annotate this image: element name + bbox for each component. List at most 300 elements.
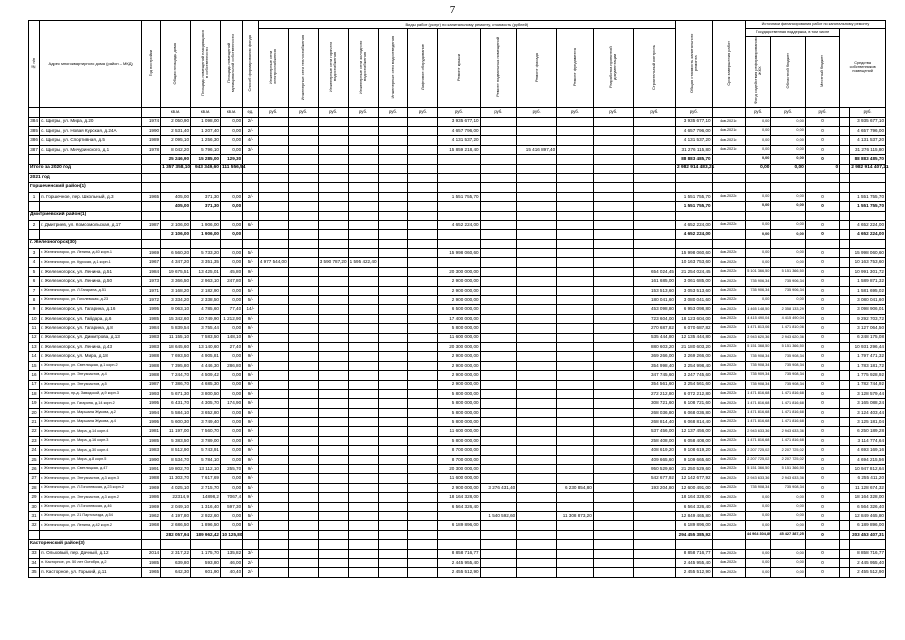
roof-cost: 8 700 000,00	[438, 455, 480, 464]
separator	[840, 549, 850, 558]
regional-budget: 0,00	[771, 155, 805, 164]
cold-water-cost	[348, 117, 378, 126]
fund-method: 2/-	[243, 117, 259, 126]
section-row	[29, 540, 886, 549]
build-year	[142, 202, 161, 211]
separator	[840, 521, 850, 530]
electric-cost	[258, 173, 288, 182]
hot-water-cost	[318, 436, 348, 445]
heat-cost	[288, 220, 318, 229]
hot-water-cost: 3 590 787,20	[318, 258, 348, 267]
lift-cost	[408, 117, 438, 126]
facade-cost	[517, 521, 557, 530]
build-year	[142, 239, 161, 248]
municipal-budget	[805, 173, 839, 182]
facade-cost	[517, 502, 557, 511]
cold-water-cost	[348, 145, 378, 154]
federal-fund: 1 471 816,68	[745, 418, 771, 427]
municipal-budget: 0	[805, 296, 839, 305]
foundation-cost	[557, 183, 594, 192]
electric-cost	[258, 399, 288, 408]
total-cost: 12 849 465,80	[675, 512, 712, 521]
facade-cost	[517, 446, 557, 455]
total-cost	[675, 239, 712, 248]
federal-fund: 5 151 366,50	[745, 465, 771, 474]
docs-cost	[593, 418, 633, 427]
house-address: г. Железногорск, ул. Энтузиастов, д.3 корп.2	[40, 493, 142, 502]
roof-cost: 5 800 000,00	[438, 418, 480, 427]
lift-cost	[408, 436, 438, 445]
heat-cost	[288, 558, 318, 567]
total-area: 2 531,40	[161, 126, 191, 135]
owned-area: 1 207,40	[191, 126, 221, 135]
separator	[840, 568, 850, 577]
owners-funds: 11 128 674,32	[850, 483, 886, 492]
control-cost: 354 998,40	[633, 361, 675, 370]
owners-funds: 6 248 175,08	[850, 333, 886, 342]
lift-cost	[408, 324, 438, 333]
owned-area: 3 800,50	[191, 389, 221, 398]
foundation-cost	[557, 192, 594, 201]
house-address: г. Дмитриев, ул. Комсомольская, д.17	[40, 220, 142, 229]
house-address: г. Железногорск, ул. Ленина, д.43	[40, 342, 142, 351]
municipal-area: 111 556,54	[220, 164, 242, 173]
municipal-budget: 0	[805, 568, 839, 577]
electric-cost	[258, 333, 288, 342]
fund-method: 3/-	[243, 549, 259, 558]
lift-cost	[408, 493, 438, 502]
basement-cost	[480, 136, 517, 145]
municipal-area	[220, 183, 242, 192]
municipal-area	[220, 540, 242, 549]
owners-funds: 1 551 755,70	[850, 192, 886, 201]
control-cost: 153 513,60	[633, 286, 675, 295]
hot-water-cost	[318, 155, 348, 164]
house-address: п. Ольховый, пер. Дачный, д.12	[40, 549, 142, 558]
gov-support-header: Государственная поддержка, в том числе	[745, 29, 839, 37]
fund-method: 5/-	[243, 512, 259, 521]
regional-budget: 0,00	[771, 249, 805, 258]
foundation-cost	[557, 333, 594, 342]
separator	[840, 164, 850, 173]
cold-water-cost	[348, 173, 378, 182]
federal-fund: 2 943 620,36	[745, 333, 771, 342]
lift-cost	[408, 465, 438, 474]
facade-cost	[517, 465, 557, 474]
fund-method: 5/-	[243, 286, 259, 295]
federal-fund: 0,00	[745, 502, 771, 511]
fund-method: 2/-	[243, 126, 259, 135]
build-year: 1987	[142, 380, 161, 389]
heat-cost	[288, 427, 318, 436]
lift-cost	[408, 342, 438, 351]
owned-area: 2 338,50	[191, 296, 221, 305]
regional-budget: 5 151 366,50	[771, 465, 805, 474]
hot-water-cost	[318, 352, 348, 361]
regional-budget: 2 358 133,29	[771, 305, 805, 314]
basement-cost	[480, 427, 517, 436]
owned-area: 5 733,20	[191, 249, 221, 258]
foundation-cost	[557, 389, 594, 398]
heat-cost	[288, 192, 318, 201]
electric-cost	[258, 408, 288, 417]
cold-water-cost	[348, 512, 378, 521]
total-cost: 9 108 619,20	[675, 446, 712, 455]
municipal-budget: 0	[805, 549, 839, 558]
table-row	[29, 136, 886, 145]
row-number: 25	[29, 455, 40, 464]
federal-fund: 0,00	[745, 192, 771, 201]
row-number: 19	[29, 399, 40, 408]
total-area: 1 357 358,10	[161, 164, 191, 173]
completion-date: 4кв.2022г.	[712, 267, 745, 276]
facade-cost	[517, 399, 557, 408]
row-number: 17	[29, 380, 40, 389]
facade-cost	[517, 352, 557, 361]
row-number	[29, 230, 40, 239]
lift-cost	[408, 427, 438, 436]
total-cost: 3 269 266,00	[675, 352, 712, 361]
control-cost	[633, 493, 675, 502]
completion-date: 4кв.2022г.	[712, 493, 745, 502]
municipal-budget: 0	[805, 502, 839, 511]
sewer-cost	[378, 521, 408, 530]
row-number: 20	[29, 408, 40, 417]
municipal-area: 0,00	[220, 192, 242, 201]
federal-fund	[745, 183, 771, 192]
municipal-budget: 0	[805, 286, 839, 295]
foundation-cost	[557, 530, 594, 539]
row-number: 23	[29, 436, 40, 445]
fund-method: 9/-	[243, 446, 259, 455]
foundation-cost	[557, 296, 594, 305]
heat-cost	[288, 277, 318, 286]
electric-cost	[258, 202, 288, 211]
total-area: 19 802,70	[161, 465, 191, 474]
separator	[840, 493, 850, 502]
heat-cost	[288, 530, 318, 539]
docs-cost	[593, 324, 633, 333]
house-address: г. Железногорск, ул. Мира, д.16 корп.3	[40, 436, 142, 445]
row-number: 26	[29, 465, 40, 474]
total-cost: 6 953 098,80	[675, 305, 712, 314]
owned-area: 1 256,30	[191, 136, 221, 145]
col-header-year: Год постройки	[142, 21, 161, 108]
sewer-cost	[378, 117, 408, 126]
total-area: 639,80	[161, 558, 191, 567]
basement-cost	[480, 126, 517, 135]
electric-cost	[258, 136, 288, 145]
heat-cost	[288, 155, 318, 164]
separator	[840, 502, 850, 511]
control-cost	[633, 155, 675, 164]
lift-cost	[408, 549, 438, 558]
subtotal-row	[29, 230, 886, 239]
foundation-cost	[557, 230, 594, 239]
owners-funds: 15 998 060,60	[850, 249, 886, 258]
section-row	[29, 173, 886, 182]
sewer-cost	[378, 296, 408, 305]
foundation-cost	[557, 521, 594, 530]
hot-water-cost	[318, 314, 348, 323]
facade-cost	[517, 314, 557, 323]
row-number: 29	[29, 493, 40, 502]
basement-cost	[480, 371, 517, 380]
house-address: г. Железногорск, ул. Гагарина, д.8	[40, 324, 142, 333]
facade-cost	[517, 380, 557, 389]
hot-water-cost	[318, 427, 348, 436]
sewer-cost	[378, 465, 408, 474]
table-row	[29, 324, 886, 333]
lift-cost	[408, 249, 438, 258]
owned-area: 4 509,42	[191, 371, 221, 380]
basement-cost	[480, 436, 517, 445]
docs-cost	[593, 436, 633, 445]
col-header-basement: Ремонт подвальных помещений	[480, 29, 517, 108]
separator	[840, 192, 850, 201]
docs-cost	[593, 455, 633, 464]
row-number	[29, 530, 40, 539]
regional-budget: 0,00	[771, 512, 805, 521]
fund-method	[243, 530, 259, 539]
completion-date	[712, 230, 745, 239]
control-cost: 268 036,80	[633, 408, 675, 417]
separator	[840, 446, 850, 455]
build-year: 1994	[142, 408, 161, 417]
separator	[840, 239, 850, 248]
facade-cost	[517, 549, 557, 558]
house-address: г. Железногорск, ул. Маршала Жукова, д.2	[40, 408, 142, 417]
owners-funds: 4 652 224,00	[850, 230, 886, 239]
foundation-cost	[557, 258, 594, 267]
owned-area: 5 796,10	[191, 145, 221, 154]
control-cost: 347 745,60	[633, 371, 675, 380]
heat-cost	[288, 474, 318, 483]
regional-budget: 0,00	[771, 220, 805, 229]
cold-water-cost	[348, 446, 378, 455]
facade-cost	[517, 408, 557, 417]
control-cost	[633, 549, 675, 558]
row-number: 15	[29, 361, 40, 370]
docs-cost	[593, 530, 633, 539]
heat-cost	[288, 324, 318, 333]
cold-water-cost	[348, 211, 378, 220]
fund-method: 9/-	[243, 455, 259, 464]
col-header-sewer: Инженерные сети водоотведения	[378, 29, 408, 108]
federal-fund: 735 906,34	[745, 286, 771, 295]
hot-water-cost	[318, 230, 348, 239]
total-cost: 3 935 677,10	[675, 117, 712, 126]
works-group-header: Виды работ (услуг) по капитальному ремонту, стоимость (рублей)	[258, 21, 675, 29]
separator	[840, 183, 850, 192]
total-area: 7 244,70	[161, 371, 191, 380]
cold-water-cost	[348, 267, 378, 276]
fund-method: 9/-	[243, 474, 259, 483]
municipal-area: 0,00	[220, 427, 242, 436]
roof-cost	[438, 530, 480, 539]
federal-fund: 1 471 816,68	[745, 436, 771, 445]
facade-cost: 15 416 897,40	[517, 145, 557, 154]
facade-cost	[517, 155, 557, 164]
basement-cost	[480, 117, 517, 126]
fund-method: 6/-	[243, 220, 259, 229]
roof-cost: 5 800 000,00	[438, 408, 480, 417]
municipal-area: 174,90	[220, 399, 242, 408]
owned-area: 7 617,69	[191, 474, 221, 483]
heat-cost	[288, 436, 318, 445]
row-number: 27	[29, 474, 40, 483]
table-row	[29, 427, 886, 436]
roof-cost	[438, 540, 480, 549]
completion-date: 4кв.2022г.	[712, 314, 745, 323]
row-number: 35	[29, 568, 40, 577]
docs-cost	[593, 371, 633, 380]
basement-cost	[480, 286, 517, 295]
municipal-budget: 0	[805, 493, 839, 502]
table-row	[29, 568, 886, 577]
build-year: 1995	[142, 399, 161, 408]
roof-cost: 2 900 000,00	[438, 296, 480, 305]
build-year: 1965	[142, 192, 161, 201]
roof-cost: 1 551 755,70	[438, 192, 480, 201]
col-header-area: Общая площадь дома	[161, 21, 191, 108]
hot-water-cost	[318, 361, 348, 370]
separator	[840, 145, 850, 154]
separator	[840, 512, 850, 521]
separator	[840, 408, 850, 417]
federal-fund: 735 909,34	[745, 371, 771, 380]
foundation-cost	[557, 286, 594, 295]
regional-budget: 0,00	[771, 568, 805, 577]
municipal-budget: 0	[805, 220, 839, 229]
electric-cost	[258, 371, 288, 380]
owned-area: 3 749,40	[191, 418, 221, 427]
build-year: 1967	[142, 258, 161, 267]
total-area: 7 395,80	[161, 361, 191, 370]
owners-funds: 3 080 041,60	[850, 296, 886, 305]
cold-water-cost	[348, 568, 378, 577]
docs-cost	[593, 361, 633, 370]
docs-cost	[593, 333, 633, 342]
facade-cost	[517, 286, 557, 295]
basement-cost	[480, 324, 517, 333]
build-year	[142, 155, 161, 164]
docs-cost	[593, 483, 633, 492]
docs-cost	[593, 493, 633, 502]
build-year: 1983	[142, 342, 161, 351]
municipal-area: 45,80	[220, 267, 242, 276]
owned-area: 3 652,80	[191, 408, 221, 417]
electric-cost	[258, 540, 288, 549]
sewer-cost	[378, 314, 408, 323]
heat-cost	[288, 249, 318, 258]
separator	[840, 371, 850, 380]
fund-method: 5/-	[243, 502, 259, 511]
heat-cost	[288, 333, 318, 342]
cold-water-cost	[348, 202, 378, 211]
owners-funds: 6 255 411,20	[850, 474, 886, 483]
total-area: 2 106,00	[161, 230, 191, 239]
roof-cost: 11 600 000,00	[438, 427, 480, 436]
lift-cost	[408, 126, 438, 135]
docs-cost	[593, 446, 633, 455]
municipal-area: 0,00	[220, 389, 242, 398]
total-cost: 4 652 224,00	[675, 230, 712, 239]
foundation-cost	[557, 211, 594, 220]
control-cost	[633, 117, 675, 126]
federal-fund: 5 101 366,50	[745, 267, 771, 276]
sewer-cost	[378, 220, 408, 229]
owners-funds: 1 551 755,70	[850, 202, 886, 211]
basement-cost	[480, 568, 517, 577]
docs-cost	[593, 389, 633, 398]
roof-cost: 2 455 512,90	[438, 568, 480, 577]
house-address: г. Железногорск, пр-д. Заводской, д.9 корп.3	[40, 389, 142, 398]
municipal-budget: 0	[805, 483, 839, 492]
control-cost	[633, 164, 675, 173]
completion-date	[712, 239, 745, 248]
table-body	[29, 117, 889, 577]
foundation-cost	[557, 352, 594, 361]
build-year: 1981	[142, 427, 161, 436]
municipal-budget: 0	[805, 371, 839, 380]
electric-cost	[258, 380, 288, 389]
municipal-area: 597,30	[220, 502, 242, 511]
docs-cost	[593, 286, 633, 295]
lift-cost	[408, 164, 438, 173]
municipal-area: 0,00	[220, 408, 242, 417]
total-cost: 6 068 814,40	[675, 418, 712, 427]
electric-cost	[258, 296, 288, 305]
build-year: 1988	[142, 371, 161, 380]
roof-cost	[438, 164, 480, 173]
federal-fund: 0,00	[745, 126, 771, 135]
owners-funds: 3 098 906,01	[850, 305, 886, 314]
sewer-cost	[378, 324, 408, 333]
control-cost	[633, 173, 675, 182]
roof-cost: 2 900 000,00	[438, 371, 480, 380]
control-cost: 354 561,60	[633, 380, 675, 389]
total-area: 8 534,70	[161, 455, 191, 464]
build-year: 1974	[142, 117, 161, 126]
regional-budget: 1 471 816,68	[771, 389, 805, 398]
build-year	[142, 530, 161, 539]
section-row	[29, 239, 886, 248]
col-header-lift: Лифтовое оборудование	[408, 29, 438, 108]
municipal-budget: 0	[805, 155, 839, 164]
foundation-cost	[557, 202, 594, 211]
docs-cost	[593, 342, 633, 351]
federal-fund: 0,00	[745, 230, 771, 239]
house-address: г. Железногорск, ул. Светлицкая, д.1 корп.2	[40, 361, 142, 370]
completion-date: 4кв.2022г.	[712, 258, 745, 267]
roof-cost: 8 700 000,00	[438, 446, 480, 455]
build-year: 1985	[142, 314, 161, 323]
electric-cost	[258, 324, 288, 333]
foundation-cost	[557, 305, 594, 314]
hot-water-cost	[318, 117, 348, 126]
hot-water-cost	[318, 512, 348, 521]
municipal-area: 0,00	[220, 483, 242, 492]
owners-funds: 3 114 774,64	[850, 436, 886, 445]
build-year: 1990	[142, 455, 161, 464]
control-cost	[633, 540, 675, 549]
heat-cost	[288, 483, 318, 492]
regional-budget: 5 151 366,50	[771, 267, 805, 276]
basement-cost	[480, 493, 517, 502]
roof-cost: 5 800 000,00	[438, 389, 480, 398]
facade-cost	[517, 512, 557, 521]
